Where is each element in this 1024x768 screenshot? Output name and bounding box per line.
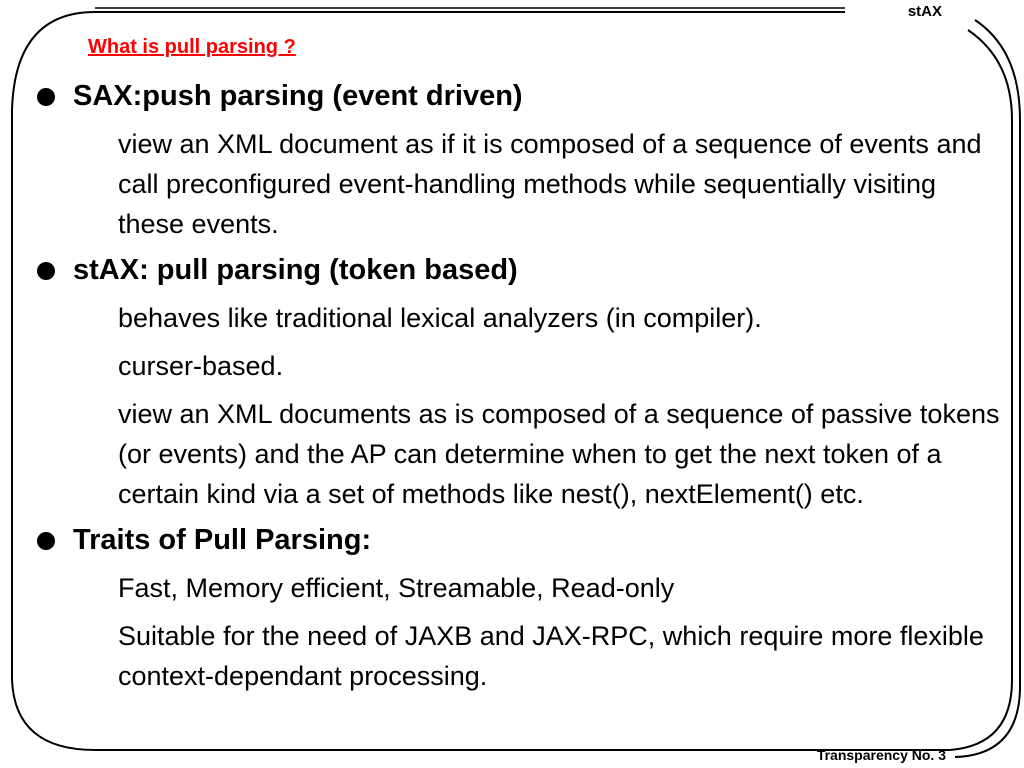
sub-bullet	[118, 346, 1012, 386]
bullet-dot-icon	[37, 88, 55, 106]
sub-bullet-text: view an XML document as if it is composed of a sequence of events and call preconfigured event-handling methods while sequentially visiting these events.	[118, 129, 982, 239]
slide-subtitle: What is pull parsing ?	[88, 36, 296, 58]
sub-bullet	[118, 298, 1012, 338]
sub-bullet-text: Suitable for the need of JAXB and JAX-RPC, which require more flexible context-dependant processing.	[118, 621, 984, 691]
bullet-text: SAX:push parsing (event driven)	[73, 80, 523, 112]
sub-bullet	[118, 124, 1012, 244]
bullet-stax	[32, 252, 1012, 288]
bullet-dot-icon	[37, 262, 55, 280]
slide-content	[32, 78, 1012, 704]
sub-bullet-text: curser-based.	[118, 351, 284, 381]
slide-footer: Transparency No. 3	[816, 747, 946, 763]
bullet-sax	[32, 78, 1012, 114]
sub-bullet-text: behaves like traditional lexical analyzers (in compiler).	[118, 303, 762, 333]
sub-bullet	[118, 568, 1012, 608]
sub-bullet-text: view an XML documents as is composed of a sequence of passive tokens (or events) and the AP can determine when to get the next token of a certain kind via a set of methods like nest(), nextElement() etc.	[118, 399, 1000, 509]
sub-bullet	[118, 616, 1012, 696]
bullet-traits	[32, 522, 1012, 558]
sub-bullet	[118, 394, 1012, 514]
slide-header-title: stAX	[907, 3, 942, 20]
sub-bullet-text: Fast, Memory efficient, Streamable, Read-only	[118, 573, 675, 603]
bullet-text: Traits of Pull Parsing:	[73, 524, 372, 556]
bullet-dot-icon	[37, 532, 55, 550]
bullet-text: stAX: pull parsing (token based)	[73, 254, 518, 286]
